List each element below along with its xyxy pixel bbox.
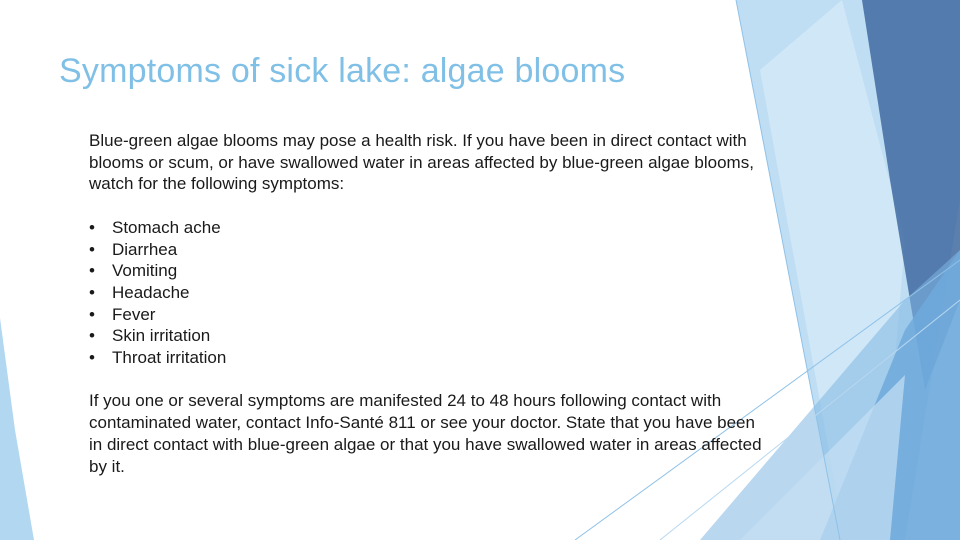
- list-item: • Vomiting: [89, 260, 769, 282]
- slide-body: [89, 130, 769, 477]
- list-item: • Fever: [89, 304, 769, 326]
- list-item: • Stomach ache: [89, 217, 769, 239]
- slide-title: Symptoms of sick lake: algae blooms: [59, 52, 626, 90]
- intro-paragraph: Blue-green algae blooms may pose a health risk. If you have been in direct contact with blooms or scum, or have swallowed water in areas affected by blue-green algae blooms, watch for the following symptoms:: [89, 131, 754, 194]
- list-item: • Skin irritation: [89, 325, 769, 347]
- list-item: • Diarrhea: [89, 239, 769, 261]
- closing-paragraph: If you one or several symptoms are manifested 24 to 48 hours following contact with contaminated water, contact Info-Santé 811 or see your doctor. State that you have been in direct contact with blue-green algae or that you have swallowed water in areas affected by it.: [89, 391, 762, 476]
- left-edge-shape: [0, 318, 34, 540]
- list-item: • Throat irritation: [89, 347, 769, 369]
- list-item: • Headache: [89, 282, 769, 304]
- symptom-list: [89, 217, 769, 369]
